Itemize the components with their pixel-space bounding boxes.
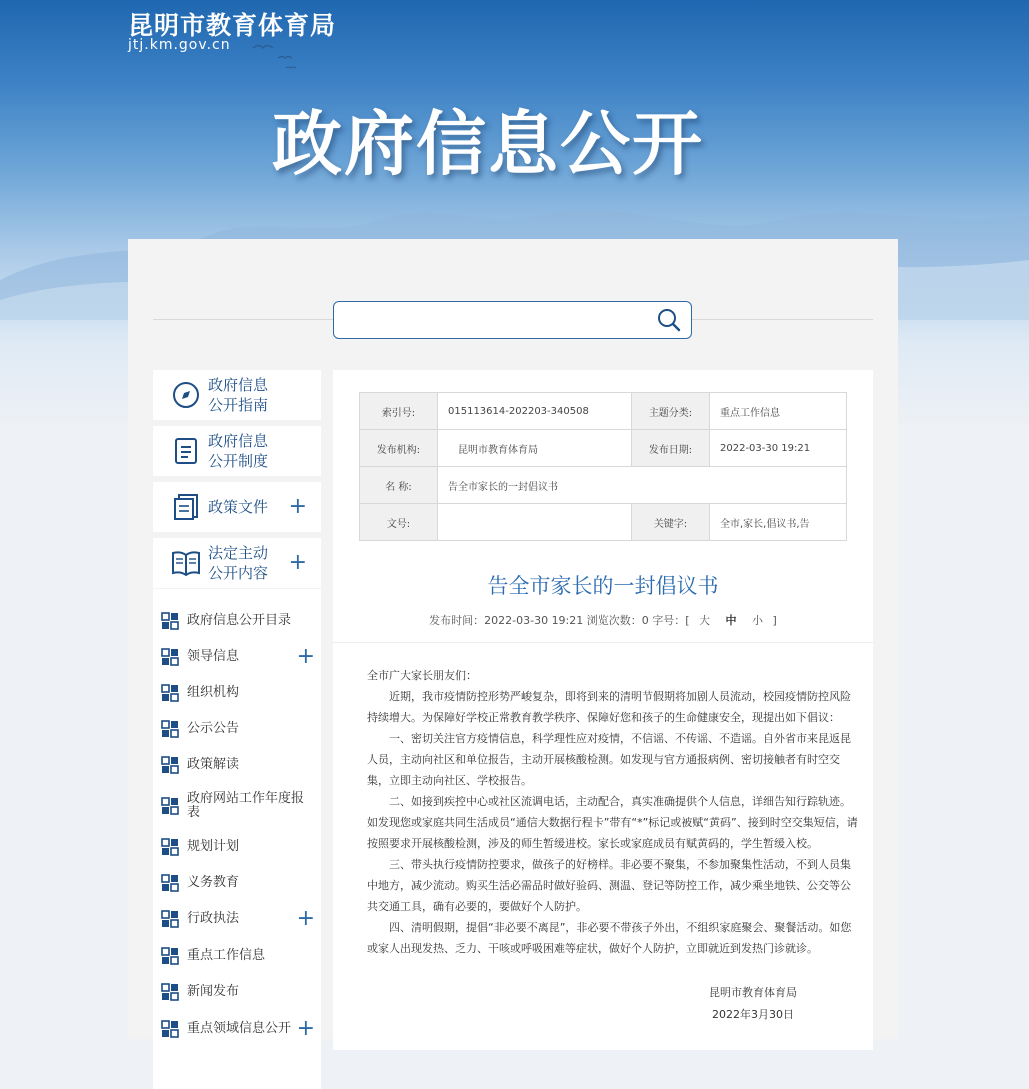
sidebar-card-label: 公开内容 bbox=[208, 564, 269, 582]
sidebar-card-guide[interactable] bbox=[153, 370, 321, 420]
meta-value: 015113614-202203-340508 bbox=[438, 393, 632, 430]
search-icon[interactable] bbox=[657, 308, 681, 332]
meta-value bbox=[438, 504, 632, 541]
sidebar-subitem-label: 组织机构 bbox=[187, 685, 240, 700]
sidebar-subitem[interactable] bbox=[153, 609, 321, 633]
meta-value: 重点工作信息 bbox=[710, 393, 847, 430]
meta-key: 关键字: bbox=[632, 504, 710, 541]
grid-icon bbox=[161, 910, 179, 928]
sidebar-card-policy[interactable] bbox=[153, 482, 321, 532]
sidebar-subitem[interactable] bbox=[153, 944, 321, 968]
sidebar-card-label: 政府信息 bbox=[208, 432, 269, 450]
meta-key: 名 称: bbox=[360, 467, 438, 504]
grid-icon bbox=[161, 874, 179, 892]
sidebar-subitem[interactable] bbox=[153, 871, 321, 895]
grid-icon bbox=[161, 756, 179, 774]
sidebar-subitem-label: 领导信息 bbox=[187, 649, 240, 664]
grid-icon bbox=[161, 797, 179, 815]
article-info-text: ] bbox=[772, 614, 777, 627]
sidebar-subitem-label: 义务教育 bbox=[187, 875, 240, 890]
article-paragraph: 三、带头执行疫情防控要求，做孩子的好榜样。非必要不聚集，不参加聚集性活动，不到人员集中地方，减少流动。购买生活必需品时做好验码、测温、登记等防控工作，减少乘坐地铁、公交等公共交通工具，确有必要的，要做好个人防护。 bbox=[367, 858, 851, 913]
sidebar-subitem[interactable] bbox=[153, 907, 321, 931]
grid-icon bbox=[161, 720, 179, 738]
meta-value: 全市,家长,倡议书,告 bbox=[710, 504, 847, 541]
sidebar-subitem-label: 重点领域信息公开 bbox=[187, 1021, 292, 1036]
sidebar-subitem-label: 新闻发布 bbox=[187, 984, 240, 999]
document-icon bbox=[166, 431, 206, 471]
sidebar-subitem-label: 公示公告 bbox=[187, 721, 240, 736]
page-title: 政府信息公开 bbox=[272, 103, 704, 185]
sidebar-card-label: 法定主动 bbox=[208, 544, 269, 562]
sidebar-card-label: 政府信息 bbox=[208, 376, 269, 394]
compass-icon bbox=[166, 375, 206, 415]
sidebar-subitem-label: 政府网站工作年度报表 bbox=[187, 791, 305, 820]
article-title: 告全市家长的一封倡议书 bbox=[487, 574, 719, 598]
main-panel bbox=[128, 239, 898, 1039]
signature-date: 2022年3月30日 bbox=[712, 1008, 794, 1021]
sidebar-card-statutory[interactable] bbox=[153, 538, 321, 588]
grid-icon bbox=[161, 947, 179, 965]
article-signature bbox=[693, 982, 813, 1026]
signature-org: 昆明市教育体育局 bbox=[709, 986, 797, 999]
grid-icon bbox=[161, 1020, 179, 1038]
font-size-medium[interactable]: 中 bbox=[725, 614, 737, 627]
article-paragraph: 近期，我市疫情防控形势严峻复杂，即将到来的清明节假期将加剧人员流动，校园疫情防控风险持续增大。为保障好学校正常教育教学秩序、保障好您和孩子的生命健康安全，现提出如下倡议： bbox=[367, 690, 851, 724]
sidebar-subitem[interactable] bbox=[153, 645, 321, 669]
expand-plus-icon[interactable]: + bbox=[288, 550, 307, 575]
grid-icon bbox=[161, 684, 179, 702]
expand-plus-icon[interactable]: + bbox=[296, 1016, 315, 1041]
book-icon bbox=[166, 543, 206, 583]
sidebar-card-label: 公开制度 bbox=[208, 452, 269, 470]
article-info-text: 发布时间：2022-03-30 19:21 浏览次数：0 字号：[ bbox=[429, 614, 690, 627]
birds-decoration bbox=[248, 38, 308, 78]
sidebar-subitem[interactable] bbox=[153, 1017, 321, 1041]
sidebar-card-label: 政策文件 bbox=[208, 498, 269, 516]
article-paragraph: 全市广大家长朋友们： bbox=[367, 669, 477, 682]
sidebar-subitem[interactable] bbox=[153, 681, 321, 705]
sidebar-subitem[interactable] bbox=[153, 980, 321, 1004]
expand-plus-icon[interactable]: + bbox=[288, 494, 307, 519]
expand-plus-icon[interactable]: + bbox=[296, 906, 315, 931]
font-size-small[interactable]: 小 bbox=[752, 614, 764, 627]
sidebar-subitem[interactable] bbox=[153, 753, 321, 777]
article-paragraph: 四、清明假期，提倡“非必要不离昆”，非必要不带孩子外出，不组织家庭聚会、聚餐活动。如您或家人出现发热、乏力、干咳或呼吸困难等症状，做好个人防护，立即就近到发热门诊就诊。 bbox=[367, 921, 852, 955]
meta-key: 文号: bbox=[360, 504, 438, 541]
expand-plus-icon[interactable]: + bbox=[296, 644, 315, 669]
article-content bbox=[333, 370, 873, 1050]
search-input[interactable] bbox=[333, 301, 692, 339]
sidebar-subitem[interactable] bbox=[153, 717, 321, 741]
sidebar-subitem-label: 政策解读 bbox=[187, 757, 240, 772]
article-paragraph: 一、密切关注官方疫情信息，科学理性应对疫情，不信谣、不传谣、不造谣。自外省市来昆返昆人员，主动向社区和单位报告，主动开展核酸检测。如发现与官方通报病例、密切接触者有时空交集，立即主动向社区、学校报告。 bbox=[367, 732, 851, 787]
meta-key: 主题分类: bbox=[632, 393, 710, 430]
files-icon bbox=[166, 487, 206, 527]
sidebar-subitem-label: 规划计划 bbox=[187, 839, 240, 854]
sidebar-card-label: 公开指南 bbox=[208, 396, 269, 414]
meta-key: 发布机构: bbox=[360, 430, 438, 467]
article-paragraph: 二、如接到疾控中心或社区流调电话，主动配合，真实准确提供个人信息，详细告知行踪轨迹。如发现您或家庭共同生活成员“通信大数据行程卡”带有“*”标记或被赋“黄码”、接到时空交集短信，请按照要求开展核酸检测，涉及的师生暂缓进校。家长或家庭成员有赋黄码的，学生暂缓入校。 bbox=[367, 795, 858, 850]
sidebar-subitem[interactable] bbox=[153, 835, 321, 859]
meta-value: 昆明市教育体育局 bbox=[438, 430, 632, 467]
grid-icon bbox=[161, 612, 179, 630]
meta-value: 2022-03-30 19:21 bbox=[710, 430, 847, 467]
meta-value: 告全市家长的一封倡议书 bbox=[438, 467, 847, 504]
sidebar-subitem-label: 政府信息公开目录 bbox=[187, 613, 292, 628]
article-body bbox=[367, 665, 861, 959]
grid-icon bbox=[161, 648, 179, 666]
font-size-large[interactable]: 大 bbox=[699, 614, 711, 627]
divider bbox=[333, 642, 873, 643]
sidebar-subitem[interactable] bbox=[153, 789, 321, 823]
grid-icon bbox=[161, 983, 179, 1001]
grid-icon bbox=[161, 838, 179, 856]
meta-key: 索引号: bbox=[360, 393, 438, 430]
sidebar-card-system[interactable] bbox=[153, 426, 321, 476]
sub-nav-list bbox=[153, 589, 321, 1089]
site-url[interactable]: jtj.km.gov.cn bbox=[128, 37, 231, 53]
article-info bbox=[333, 612, 873, 628]
meta-key: 发布日期: bbox=[632, 430, 710, 467]
sidebar-subitem-label: 重点工作信息 bbox=[187, 948, 266, 963]
site-name[interactable]: 昆明市教育体育局 bbox=[128, 11, 337, 40]
meta-table bbox=[359, 392, 847, 541]
sidebar-subitem-label: 行政执法 bbox=[187, 911, 240, 926]
